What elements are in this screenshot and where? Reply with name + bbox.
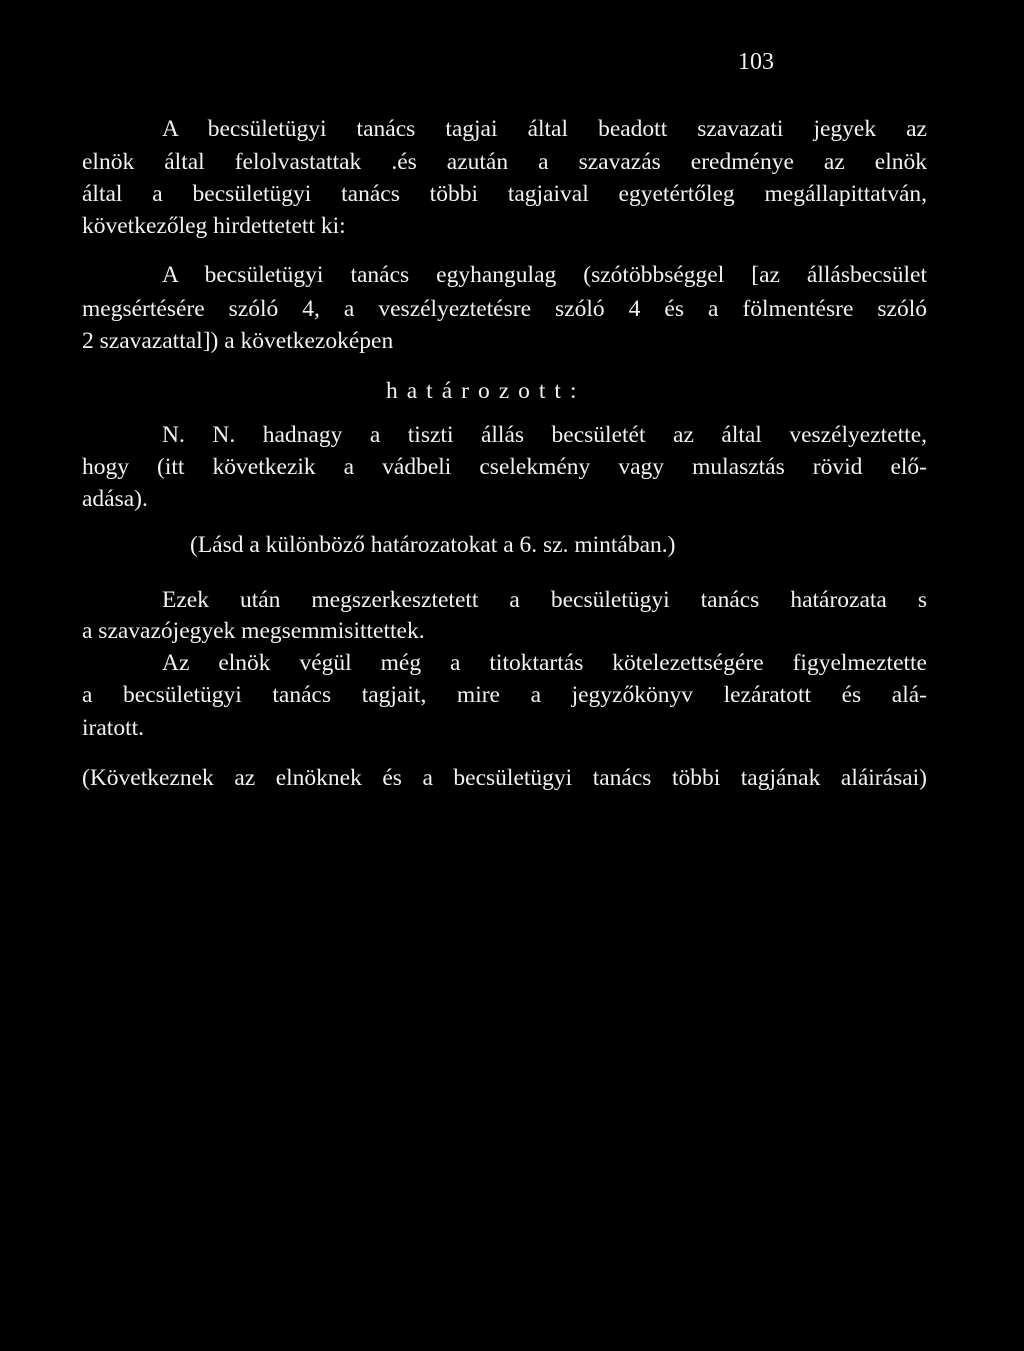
para2-line-2: megsértésére szóló 4, a veszélyeztetésre szóló 4 és a fölmentésre szóló: [82, 296, 927, 322]
para3-line-3: adása).: [82, 486, 148, 512]
para2-line-3: 2 szavazattal]) a következoképen: [82, 328, 394, 354]
para5-line-2: a becsületügyi tanács tagjait, mire a jegyzőkönyv lezáratott és alá-: [82, 682, 927, 708]
reference-note: (Lásd a különböző határozatokat a 6. sz. mintában.): [190, 532, 676, 558]
para4-line-2: a szavazójegyek megsemmisittettek.: [82, 618, 425, 644]
para3-line-1: N. N. hadnagy a tiszti állás becsületét az által veszélyeztette,: [162, 422, 927, 448]
para4-line-1: Ezek után megszerkesztetett a becsületügyi tanács határozata s: [162, 587, 927, 613]
para2-line-1: A becsületügyi tanács egyhangulag (szótöbbséggel [az állásbecsület: [162, 262, 927, 288]
para1-line-1: A becsületügyi tanács tagjai által beadott szavazati jegyek az: [162, 116, 927, 142]
page-number: 103: [738, 49, 774, 75]
para3-line-2: hogy (itt következik a vádbeli cselekmény vagy mulasztás rövid elő-: [82, 454, 927, 480]
para5-line-3: iratott.: [82, 715, 144, 741]
para1-line-4: következőleg hirdettetett ki:: [82, 213, 346, 239]
para5-line-1: Az elnök végül még a titoktartás kötelezettségére figyelmeztette: [162, 650, 927, 676]
para1-line-2: elnök által felolvastattak .és azután a szavazás eredménye az elnök: [82, 149, 927, 175]
section-heading: határozott:: [386, 378, 586, 404]
para1-line-3: által a becsületügyi tanács többi tagjaival egyetértőleg megállapittatván,: [82, 181, 927, 207]
closing-signatures-note: (Következnek az elnöknek és a becsületügyi tanács többi tagjának aláirásai): [82, 765, 927, 791]
